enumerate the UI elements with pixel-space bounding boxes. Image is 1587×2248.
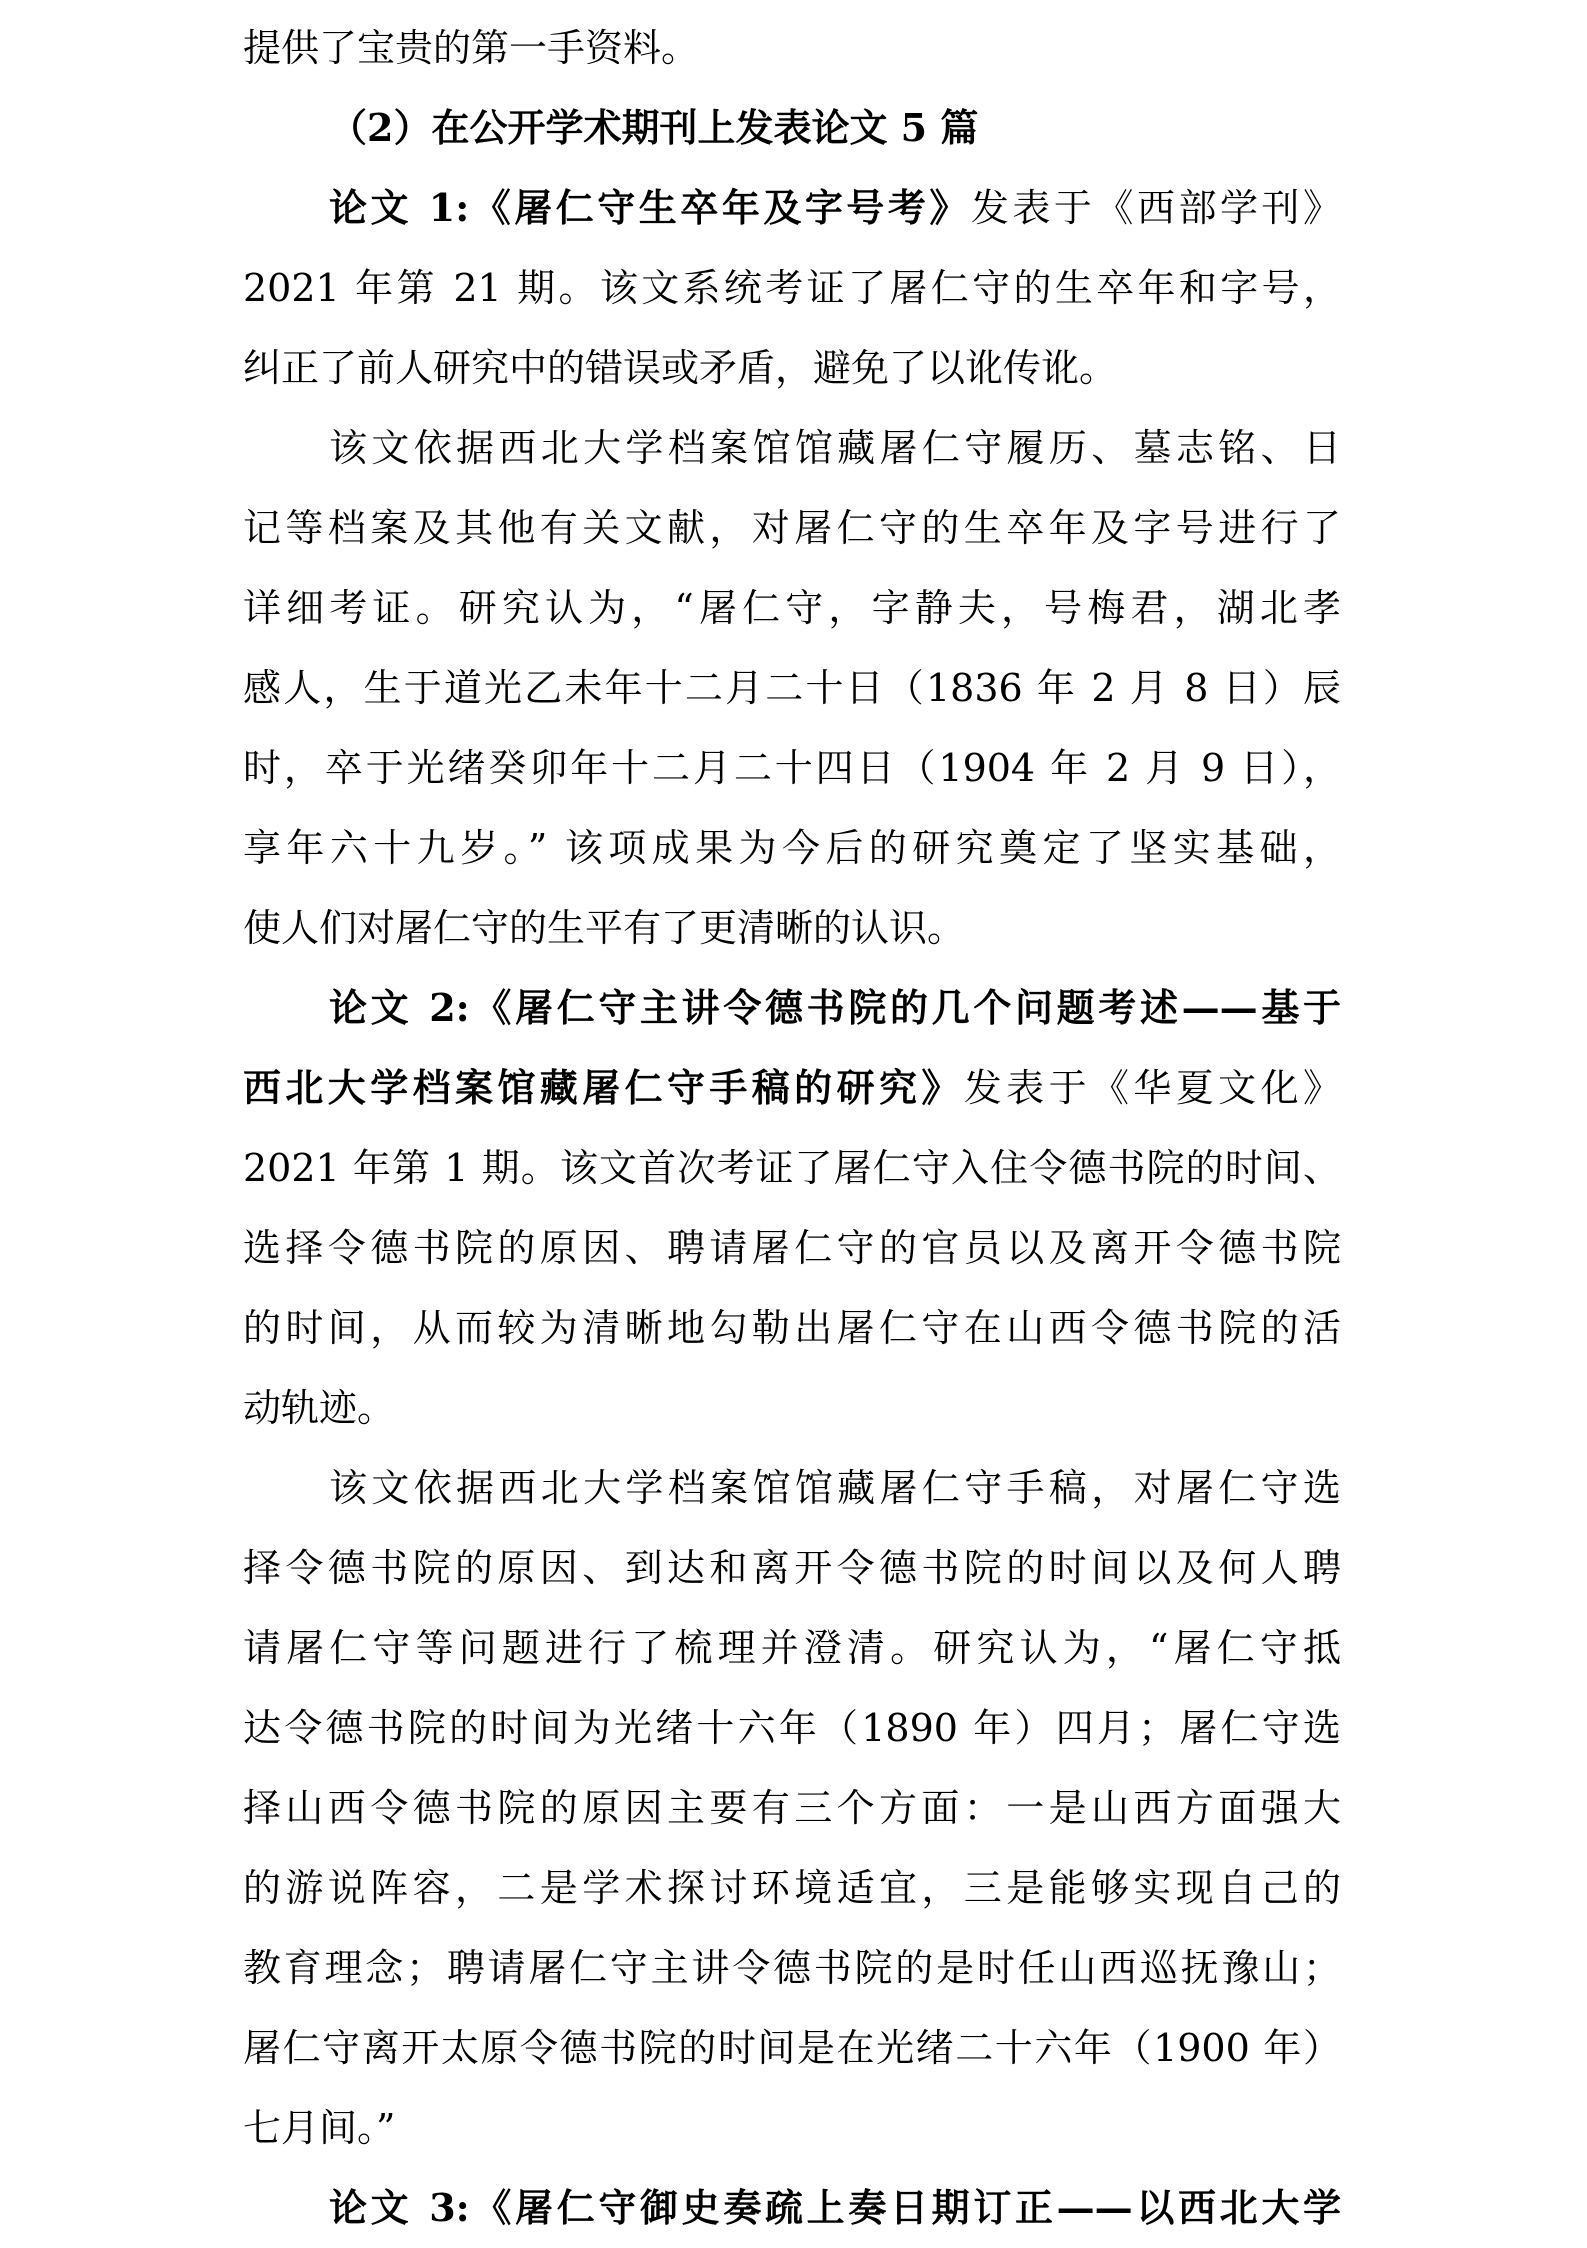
text-line: [243, 8, 1341, 88]
text-segment: 的游说阵容，二是学术探讨环境适宜，三是能够实现自己的: [243, 1866, 1341, 1910]
text-segment: 屠仁守离开太原令德书院的时间是在光绪二十六年（1900 年）: [243, 2026, 1341, 2070]
text-line: [243, 168, 1341, 248]
text-line: [243, 1368, 1341, 1448]
text-line: [243, 2168, 1341, 2248]
text-line: [243, 968, 1341, 1048]
text-segment: 发表于《西部学刊》: [970, 186, 1341, 230]
text-segment: 纠正了前人研究中的错误或矛盾，避免了以讹传讹。: [243, 346, 1118, 390]
text-line: [243, 728, 1341, 808]
text-segment: 择令德书院的原因、到达和离开令德书院的时间以及何人聘: [243, 1546, 1341, 1590]
text-segment: 2021 年第 21 期。该文系统考证了屠仁守的生卒年和字号，: [243, 266, 1341, 310]
text-line: [243, 1608, 1341, 1688]
text-segment: 择山西令德书院的原因主要有三个方面：一是山西方面强大: [243, 1786, 1341, 1830]
text-segment: 该文依据西北大学档案馆馆藏屠仁守手稿，对屠仁守选: [329, 1466, 1341, 1510]
text-line: [243, 1768, 1341, 1848]
text-segment: 该文依据西北大学档案馆馆藏屠仁守履历、墓志铭、日: [329, 426, 1341, 470]
text-line: [243, 328, 1341, 408]
text-line: [243, 248, 1341, 328]
text-segment: 选择令德书院的原因、聘请屠仁守的官员以及离开令德书院: [243, 1226, 1341, 1270]
text-segment: 动轨迹。: [243, 1386, 396, 1430]
body-text: [243, 8, 1341, 2248]
text-line: [243, 648, 1341, 728]
text-segment: 七月间。”: [243, 2106, 396, 2150]
bold-text-segment: 论文 1:《屠仁守生卒年及字号考》: [329, 185, 971, 230]
text-segment: 达令德书院的时间为光绪十六年（1890 年）四月；屠仁守选: [243, 1706, 1341, 1750]
text-segment: 发表于《华夏文化》: [963, 1066, 1341, 1110]
text-line: [243, 2008, 1341, 2088]
bold-text-segment: 论文 2:《屠仁守主讲令德书院的几个问题考述——基于: [329, 985, 1341, 1030]
text-segment: 提供了宝贵的第一手资料。: [243, 26, 700, 70]
text-segment: 记等档案及其他有关文献，对屠仁守的生卒年及字号进行了: [243, 506, 1341, 550]
text-line: [243, 808, 1341, 888]
text-line: [243, 1288, 1341, 1368]
text-line: [243, 1848, 1341, 1928]
text-line: [243, 488, 1341, 568]
text-segment: 教育理念；聘请屠仁守主讲令德书院的是时任山西巡抚豫山；: [243, 1946, 1341, 1990]
text-line: [243, 88, 1341, 168]
text-line: [243, 1128, 1341, 1208]
text-segment: 的时间，从而较为清晰地勾勒出屠仁守在山西令德书院的活: [243, 1306, 1341, 1350]
bold-text-segment: （2）在公开学术期刊上发表论文 5 篇: [329, 105, 979, 150]
text-segment: 详细考证。研究认为，“屠仁守，字静夫，号梅君，湖北孝: [243, 586, 1341, 630]
text-segment: 时，卒于光绪癸卯年十二月二十四日（1904 年 2 月 9 日），: [243, 746, 1341, 790]
text-line: [243, 408, 1341, 488]
text-line: [243, 1528, 1341, 1608]
text-line: [243, 1928, 1341, 2008]
bold-text-segment: 论文 3:《屠仁守御史奏疏上奏日期订正——以西北大学: [329, 2185, 1341, 2230]
text-segment: 享年六十九岁。” 该项成果为今后的研究奠定了坚实基础，: [243, 826, 1341, 870]
text-line: [243, 1448, 1341, 1528]
bold-text-segment: 西北大学档案馆藏屠仁守手稿的研究》: [243, 1065, 964, 1110]
text-line: [243, 888, 1341, 968]
text-line: [243, 568, 1341, 648]
text-segment: 请屠仁守等问题进行了梳理并澄清。研究认为，“屠仁守抵: [243, 1626, 1341, 1670]
text-line: [243, 1208, 1341, 1288]
text-segment: 感人，生于道光乙未年十二月二十日（1836 年 2 月 8 日）辰: [243, 666, 1341, 710]
text-line: [243, 1688, 1341, 1768]
text-segment: 2021 年第 1 期。该文首次考证了屠仁守入住令德书院的时间、: [243, 1146, 1341, 1190]
text-segment: 使人们对屠仁守的生平有了更清晰的认识。: [243, 906, 966, 950]
text-line: [243, 2088, 1341, 2168]
text-line: [243, 1048, 1341, 1128]
